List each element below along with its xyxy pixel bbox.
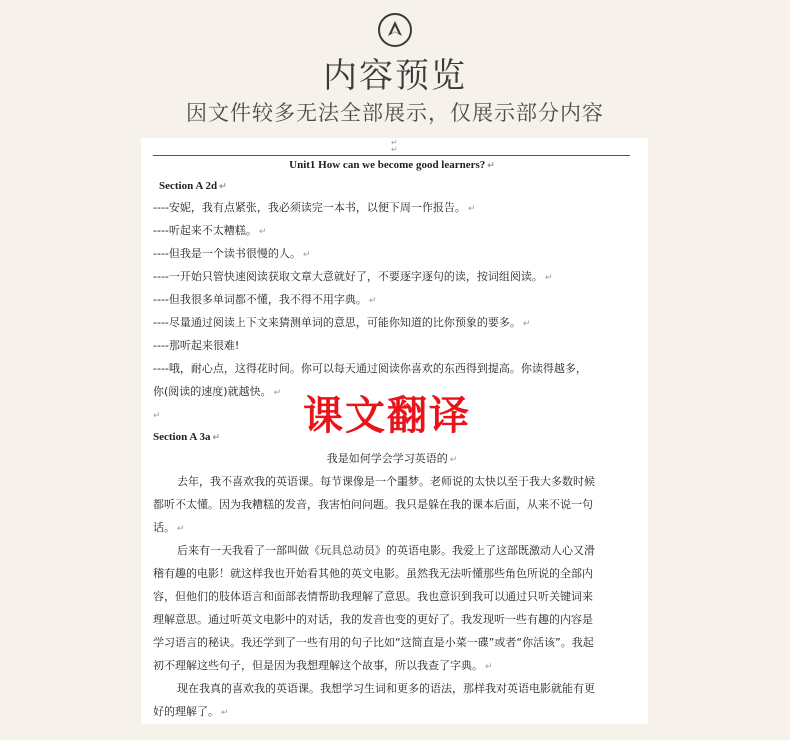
dialogue-line: ----一开始只管快速阅读获取文章大意就好了，不要逐字逐句的读，按词组阅读。 ↵ [153,270,553,283]
essay-line: 现在我真的喜欢我的英语课。我想学习生词和更多的语法，那样我对英语电影就能有更 [177,682,595,695]
section-heading-3a: Section A 3a ↵ [153,431,220,443]
dialogue-line: ----听起来不太糟糕。 ↵ [153,224,267,237]
document-title: Unit1 How can we become good learners? ↵ [289,159,495,171]
section-heading-2d: Section A 2d ↵ [159,180,227,192]
essay-line: 稽有趣的电影！就这样我也开始看其他的英文电影。虽然我无法听懂那些角色所说的全部内 [153,567,593,580]
essay-line: 都听不太懂。因为我糟糕的发音，我害怕问问题。我只是躲在我的课本后面，从来不说一句 [153,498,593,511]
up-arrow-circle-icon [378,13,412,47]
page-title: 内容预览 [323,56,467,96]
dialogue-line: ----尽量通过阅读上下文来猜测单词的意思，可能你知道的比你预象的要多。 ↵ [153,316,531,329]
document-page [141,138,648,724]
preview-header [0,0,790,138]
essay-line: 后来有一天我看了一部叫做《玩具总动员》的英语电影。我爱上了这部既激动人心又滑 [177,544,595,557]
essay-line: 去年，我不喜欢我的英语课。每节课像是一个噩梦。老师说的太快以至于我大多数时候 [177,475,595,488]
dialogue-line: ----那听起来很难! [153,339,240,352]
essay-line: 学习语言的秘诀。我还学到了一些有用的句子比如“这简直是小菜一碟”或者“你活该”。我起 [153,636,594,649]
watermark-overlay: 课文翻译 [303,393,471,439]
page-subtitle: 因文件较多无法全部展示，仅展示部分内容 [186,101,604,125]
paragraph-mark: ↵ [391,138,398,147]
essay-line: 好的理解了。 ↵ [153,705,229,718]
essay-line: 容，但他们的肢体语言和面部表情帮助我理解了意思。我也意识到我可以通过只听关键词来 [153,590,593,603]
dialogue-line: ----但我很多单词都不懂，我不得不用字典。 ↵ [153,293,377,306]
dialogue-line: ----但我是一个读书很慢的人。 ↵ [153,247,311,260]
essay-line: 理解意思。通过听英文电影中的对话，我的发音也变的更好了。我发现听一些有趣的内容是 [153,613,593,626]
dialogue-line: ----安妮，我有点紧张，我必须读完一本书，以便下周一作报告。 ↵ [153,201,476,214]
dialogue-line: 你(阅读的速度)就越快。 ↵ [153,385,282,398]
header-rule [153,155,630,156]
essay-line: 初不理解这些句子，但是因为我想理解这个故事，所以我查了字典。 ↵ [153,659,493,672]
paragraph-mark: ↵ [391,145,398,154]
empty-paragraph: ↵ [153,411,161,421]
essay-title: 我是如何学会学习英语的 ↵ [326,452,458,465]
essay-line: 话。 ↵ [153,521,185,534]
dialogue-line: ----哦，耐心点，这得花时间。你可以每天通过阅读你喜欢的东西得到提高。你读得越多， [153,362,587,375]
